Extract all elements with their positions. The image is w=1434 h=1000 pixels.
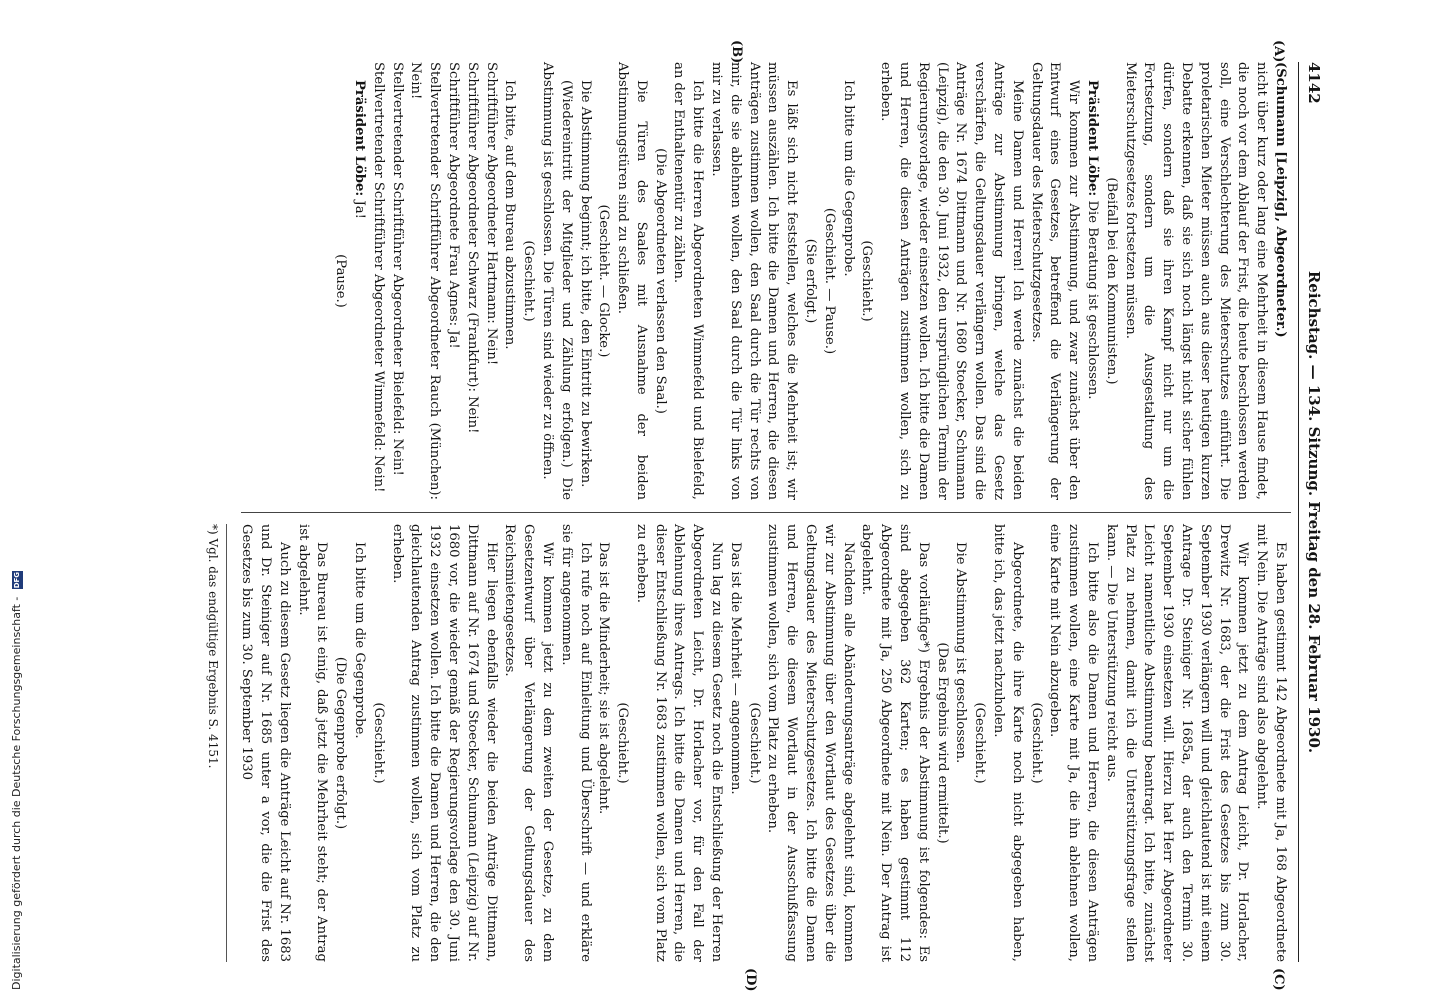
- paragraph-text: Das ist die Mehrheit — angenommen.: [727, 542, 743, 795]
- paragraph: [1120, 62, 1270, 500]
- paragraph-text: Hier liegen ebenfalls wieder die beiden Anträge Dittmann, Dittmann auf Nr. 1674 und Stoecker, Schumann (Leipzig) auf Nr. 1680 vor, die wieder gemäß der Regierungsvorlage den 30. Juni 1932 einsetzen wollen. Ich bitte die Damen und Herren, die den gleichlautenden Antrag zustimmen wollen, sich vom Platz zu erheben.: [389, 524, 499, 962]
- paragraph: [763, 524, 857, 962]
- paragraph: [387, 62, 406, 500]
- paragraph-text: Ich rufe noch auf Einleitung und Überschrift — und erkläre sie für angenommen.: [558, 524, 593, 962]
- paragraph: [838, 62, 857, 500]
- column-divider: [241, 512, 1291, 513]
- paragraph-text: (Pause.): [333, 254, 349, 308]
- paragraph: [406, 62, 444, 500]
- paragraph: [500, 524, 556, 962]
- paragraph-text: (Geschieht. — Glocke.): [596, 204, 612, 358]
- paragraph: [819, 62, 838, 500]
- paragraph-text: Das ist die Minderheit; sie ist abgelehnt.: [596, 542, 612, 815]
- paragraph: [612, 524, 631, 962]
- paragraph: [1026, 524, 1045, 962]
- paragraph: [669, 62, 707, 500]
- paragraph-text: (Das Ergebnis wird ermittelt.): [934, 642, 950, 844]
- paragraph-text: Auch zu diesem Gesetz liegen die Anträge Leicht auf Nr. 1683 und Dr. Steiniger auf Nr. 1685 unter a vor, die die Frist des Gesetzes bis zum 30. September 1930: [239, 524, 292, 962]
- paragraph-text: (Beifall bei den Kommunisten.): [1103, 177, 1119, 385]
- paragraph: [650, 62, 669, 500]
- paragraph: [800, 62, 819, 500]
- paragraph-text: (Die Abgeordneten verlassen den Saal.): [652, 148, 668, 414]
- paragraph-text: (Geschieht.): [972, 702, 988, 784]
- paragraph: [612, 62, 650, 500]
- paragraph: [236, 524, 292, 962]
- speaker-name: Präsident Löbe:: [351, 80, 367, 197]
- speaker-name: (Schumann [Leipzig], Abgeordneter.): [1273, 62, 1288, 338]
- paragraph: [706, 62, 800, 500]
- paragraph-text: Die Türen des Saales mit Ausnahme der beiden Abstimmungstüren sind zu schließen.: [615, 62, 649, 500]
- paragraph: [951, 524, 970, 962]
- paragraph-text: Ich bitte um die Gegenprobe.: [840, 80, 856, 277]
- paragraph-text: Es haben gestimmt 142 Abgeordnete mit Ja, 168 Abgeordnete mit Nein. Die Anträge sind also abgelehnt.: [1254, 524, 1288, 962]
- paragraph-text: Nachdem alle Abänderungsanträge abgelehnt sind, kommen wir zur Abstimmung über den Wortlaut des Gesetzes über die Geltungsdauer des Mieterschutzgesetzes. Ich bitte die Damen und Herren, die diesem Wortlaut in der Ausschußfassung zustimmen wollen, sich vom Platz zu erheben.: [765, 524, 856, 962]
- paragraph-text: (Geschieht.): [746, 702, 762, 784]
- paragraph-text: (Geschieht.): [615, 702, 631, 784]
- left-column: [330, 62, 1289, 500]
- paragraph-text: (Sie erfolgt.): [803, 238, 819, 324]
- paragraph-text: nicht über kurz oder lang eine Mehrheit in diesem Hause findet, die noch vor dem Ablauf der Frist, die heute beschlossen werden soll, eine Verschlechterung des Mieterschutzes einführt. Die proletarischen Mieter müssen auch aus dieser heutigen kurzen Debatte erkennen, daß sie sich noch längst nicht sicher fühlen dürfen, sondern daß sie ihren Kampf nicht nur um die Fortsetzung, sondern um die Ausgestaltung des Mieterschutzgesetzes fortsetzen müssen.: [1122, 62, 1270, 500]
- digitization-credit: [10, 571, 23, 990]
- credit-text: Digitalisierung gefördert durch die Deutsche Forschungsgemeinschaft -: [10, 596, 23, 990]
- paragraph: [1101, 524, 1251, 962]
- paragraph: [857, 524, 932, 962]
- paragraph-text: Abgeordnete, die ihre Karte noch nicht abgegeben haben, bitte ich, das jetzt nachzuholen.: [991, 524, 1025, 962]
- speaker-name: Präsident Löbe:: [1085, 80, 1101, 197]
- paragraph-text: (Geschieht.): [859, 240, 875, 322]
- page-number: 4142: [1305, 62, 1323, 104]
- paragraph-text: Die Beratung ist geschlossen.: [1085, 200, 1101, 400]
- margin-mark-a: (A): [1271, 40, 1286, 63]
- paragraph: [556, 524, 594, 962]
- paragraph-text: Schriftführer Abgeordnete Frau Agnes: Ja!: [445, 62, 461, 349]
- paragraph-text: Das vorläufige*) Ergebnis der Abstimmung ist folgendes: Es sind abgegeben 362 Karten; es haben gestimmt 112 Abgeordnete mit Ja, 250 Abgeordnete mit Nein. Der Antrag ist abgelehnt.: [859, 524, 931, 962]
- paragraph-text: Meine Damen und Herren! Ich werde zunächst die beiden Anträge zur Abstimmung bringen, welche das Gesetz verschärfen, die Geltungsdauer verlängern wollen. Das sind die Anträge Nr. 1674 Dittmann und Nr. 1680 Stoecker, Schumann (Leipzig), die den 30. Juni 1932, den ursprünglichen Termin der Regierungsvorlage, wieder einsetzen wollen. Ich bitte die Damen und Herren, die diesen Anträgen zustimmen wollen, sich zu erheben.: [878, 62, 1025, 500]
- page-header: [1298, 62, 1327, 962]
- margin-mark-d: (D): [743, 968, 758, 992]
- paragraph-text: Ich bitte um die Gegenprobe.: [351, 542, 367, 739]
- paragraph-text: Stellvertretender Schriftführer Abgeordneter Wimmefeld: Nein!: [370, 62, 386, 493]
- paragraph-text: Stellvertretender Schriftführer Abgeordneter Rauch (München): Nein!: [408, 62, 443, 500]
- page-title: Reichstag. — 134. Sitzung. Freitag den 28. Februar 1930.: [1305, 270, 1323, 754]
- paragraph-text: (Wiedereintritt der Mitglieder und Zählung erfolgen.) Die Abstimmung ist geschlossen. Die Türen sind wieder zu öffnen.: [539, 62, 574, 500]
- paragraph: [349, 62, 368, 500]
- paragraph: [462, 62, 481, 500]
- paragraph-text: (Geschieht.): [1028, 702, 1044, 784]
- paragraph-text: Nun lag zu diesem Gesetz noch die Entschließung der Herren Abgeordneten Leicht, Dr. Horlacher vor, für den Fall der Ablehnung ihres Antrags. Ich bitte die Damen und Herren, die dieser Entschließung Nr. 1683 zustimmen wollen, sich vom Platz zu erheben.: [633, 524, 725, 962]
- paragraph-text: Wir kommen jetzt zu dem Antrag Leicht, Dr. Horlacher, Drewitz Nr. 1683, der die Frist des Gesetzes bis zum 30. September 1930 verlängern will und gleichlautend ist mit einem Antrage Dr. Steiniger Nr. 1685a, der auch den Termin 30. September 1930 einsetzen will. Hierzu hat Herr Abgeordneter Leicht namentliche Abstimmung beantragt. Ich bitte, zunächst Platz zu nehmen, damit ich die Unterstützungsfrage stellen kann. — Die Unterstützung reicht aus.: [1103, 524, 1251, 962]
- paragraph: [932, 524, 951, 962]
- paragraph: [1270, 62, 1289, 500]
- paragraph-text: (Geschieht.): [521, 240, 537, 322]
- dfg-logo-icon: DFG: [12, 571, 21, 589]
- footnote: *) Vgl. das endgültige Ergebnis S. 4151.: [203, 524, 227, 962]
- paragraph-text: Stellvertretender Schriftführer Abgeordneter Bielefeld: Nein!: [389, 62, 405, 476]
- paragraph: [1026, 62, 1082, 500]
- paragraph-text: Das Bureau ist einig, daß jetzt die Mehrheit steht; der Antrag ist abgelehnt.: [295, 524, 330, 962]
- right-column: [236, 524, 1289, 962]
- paragraph: [368, 62, 387, 500]
- paragraph-text: Ich bitte also die Damen und Herren, die diesen Anträgen zustimmen wollen, eine Karte mit Ja, die ihn ablehnen wollen, eine Karte mit Nein abzugeben.: [1047, 524, 1101, 962]
- paragraph: [631, 524, 725, 962]
- paragraph: [1101, 62, 1120, 500]
- paragraph: [443, 62, 462, 500]
- paragraph: [969, 524, 988, 962]
- paragraph: [330, 524, 349, 962]
- paragraph-text: Ja!: [351, 200, 367, 219]
- paragraph: [594, 524, 613, 962]
- paragraph-text: Schriftführer Abgeordneter Schwarz (Frankfurt): Nein!: [464, 62, 480, 434]
- paragraph: [500, 62, 519, 500]
- paragraph: [575, 62, 594, 500]
- margin-mark-b: (B): [729, 40, 744, 64]
- scanned-page: [117, 40, 1327, 992]
- paragraph: [725, 524, 744, 962]
- paragraph: [875, 62, 1025, 500]
- paragraph: [368, 524, 387, 962]
- paragraph: [857, 62, 876, 500]
- paragraph: [481, 62, 500, 500]
- paragraph-text: Wir kommen zur Abstimmung, und zwar zunächst über den Entwurf eines Gesetzes, betreffend die Verlängerung der Geltungsdauer des Mieterschutzgesetzes.: [1028, 62, 1082, 500]
- paragraph: [293, 524, 331, 962]
- paragraph: [988, 524, 1026, 962]
- paragraph: [349, 524, 368, 962]
- paragraph: [387, 524, 500, 962]
- paragraph: [1251, 524, 1289, 962]
- paragraph-text: Es läßt sich nicht feststellen, welches die Mehrheit ist; wir müssen auszählen. Ich bitte die Damen und Herren, die diesen Anträgen zustimmen wollen, den Saal durch die Tür rechts von mir, die sie ablehnen wollen, den Saal durch die Tür links von mir zu verlassen.: [709, 62, 800, 500]
- paragraph: [1082, 62, 1101, 500]
- paragraph-text: Die Abstimmung beginnt; ich bitte, den Eintritt zu bewirken.: [577, 80, 593, 488]
- paragraph-text: Ich bitte die Herren Abgeordneten Wimmefeld und Bielefeld, an der Enthaltenentür zu zählen.: [671, 62, 706, 500]
- paragraph: [594, 62, 613, 500]
- paragraph-text: Die Abstimmung ist geschlossen.: [953, 542, 969, 764]
- paragraph-text: Wir kommen jetzt zu dem zweiten der Gesetze, zu dem Gesetzentwurf über Verlängerung der Geltungsdauer des Reichsmietengesetzes.: [502, 524, 555, 962]
- paragraph-text: Schriftführer Abgeordneter Hartmann: Nein!: [483, 62, 499, 366]
- paragraph-text: (Die Gegenprobe erfolgt.): [333, 656, 349, 830]
- paragraph-text: (Geschieht.): [370, 702, 386, 784]
- margin-mark-c: (C): [1271, 968, 1286, 991]
- paragraph-text: (Geschieht. — Pause.): [821, 207, 837, 355]
- paragraph: [330, 62, 349, 500]
- paragraph: [518, 62, 537, 500]
- paragraph: [1045, 524, 1101, 962]
- paragraph: [744, 524, 763, 962]
- paragraph-text: Ich bitte, auf dem Bureau abzustimmen.: [502, 80, 518, 350]
- paragraph: [537, 62, 575, 500]
